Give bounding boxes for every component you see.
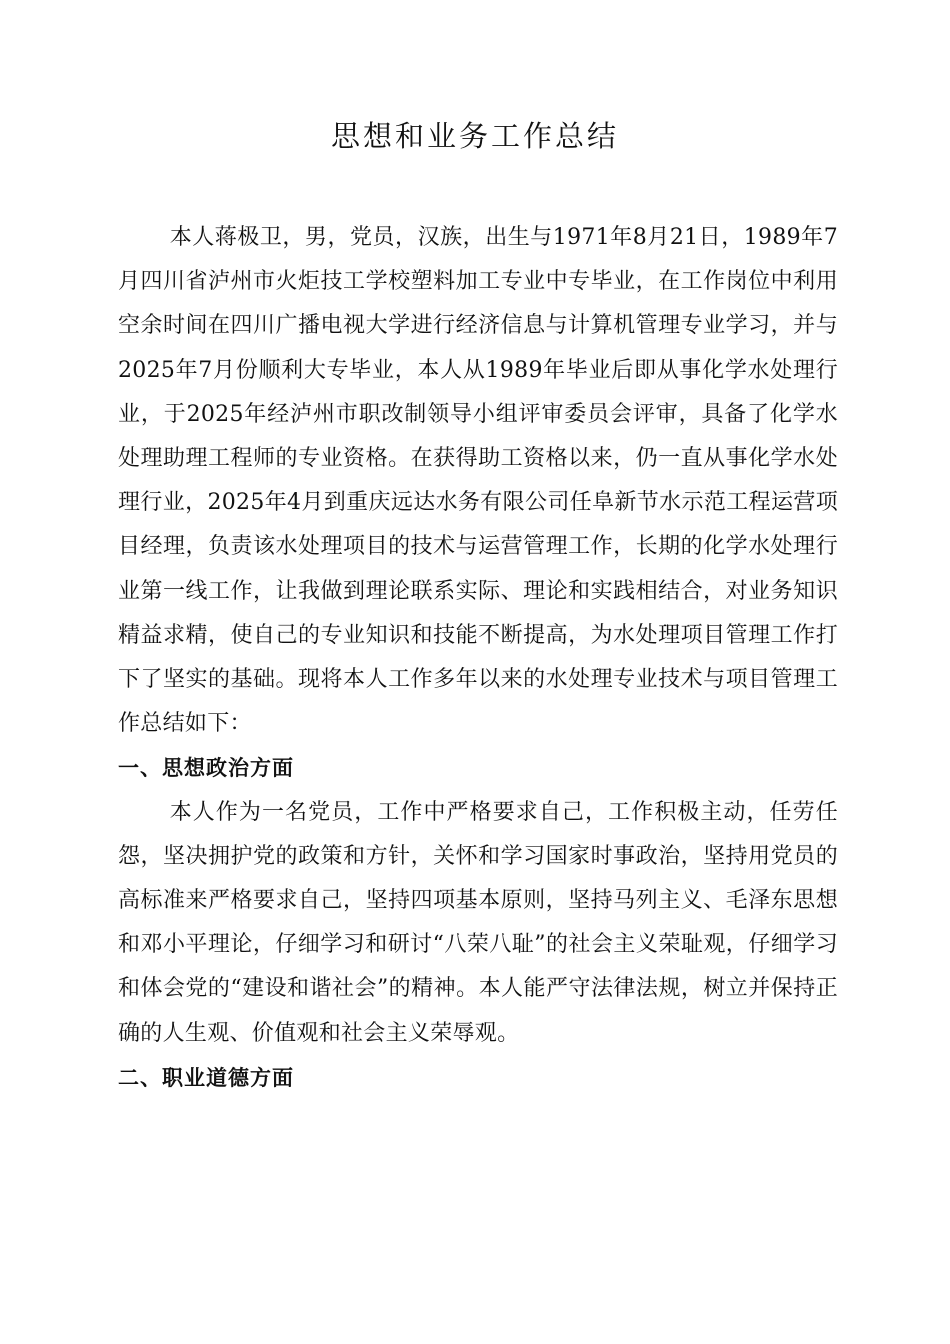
section-heading-ideology: 一、思想政治方面: [118, 756, 294, 781]
document-body: [118, 216, 838, 1100]
ideology-paragraph: 本人作为一名党员，工作中严格要求自己，工作积极主动，任劳任怨，坚决拥护党的政策和方针，关怀和学习国家时事政治，坚持用党员的高标准来严格要求自己，坚持四项基本原则，坚持马列主义、毛泽东思想和邓小平理论，仔细学习和研讨“八荣八耻”的社会主义荣耻观，仔细学习和体会党的“建设和谐社会”的精神。本人能严守法律法规，树立并保持正确的人生观、价值观和社会主义荣辱观。: [118, 799, 838, 1046]
section-heading-ethics: 二、职业道德方面: [118, 1065, 294, 1090]
intro-paragraph: 本人蒋极卫，男，党员，汉族，出生与1971年8月21日，1989年7月四川省泸州市火炬技工学校塑料加工专业中专毕业，在工作岗位中利用空余时间在四川广播电视大学进行经济信息与计算机管理专业学习，并与2025年7月份顺利大专毕业，本人从1989年毕业后即从事化学水处理行业，于2025年经泸州市职改制领导小组评审委员会评审，具备了化学水处理助理工程师的专业资格。在获得助工资格以来，仍一直从事化学水处理行业，2025年4月到重庆远达水务有限公司任阜新节水示范工程运营项目经理，负责该水处理项目的技术与运营管理工作，长期的化学水处理行业第一线工作，让我做到理论联系实际、理论和实践相结合，对业务知识精益求精，使自己的专业知识和技能不断提高，为水处理项目管理工作打下了坚实的基础。现将本人工作多年以来的水处理专业技术与项目管理工作总结如下：: [118, 225, 838, 737]
document-title: 思想和业务工作总结: [330, 119, 619, 153]
